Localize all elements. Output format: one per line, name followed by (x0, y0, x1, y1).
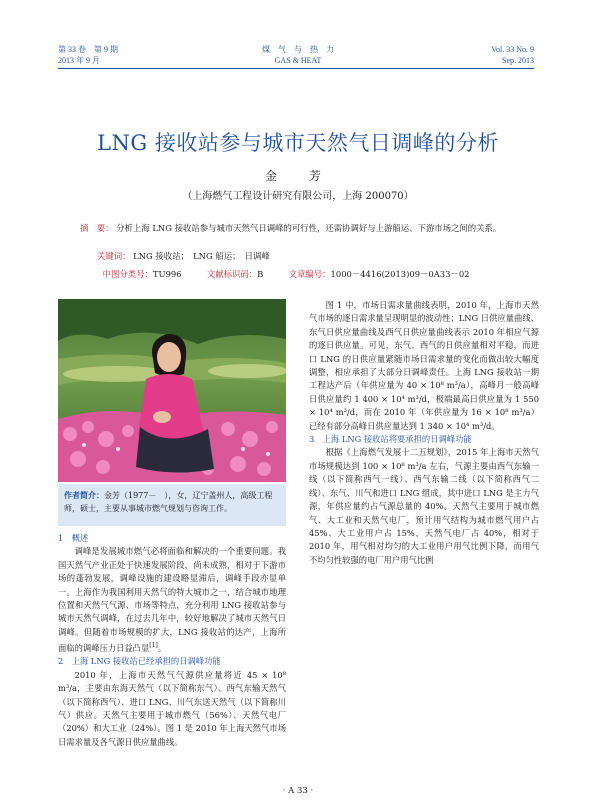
paragraph (58, 545, 286, 655)
classification-line (80, 268, 532, 280)
article-no-value: 1000－4416(2013)09－0A33－02 (330, 269, 470, 279)
abstract-label: 摘 要： (80, 223, 114, 233)
issue-date-en: Sep. 2013 (502, 56, 534, 65)
section-heading: 2 上海 LNG 接收站已经承担的日调峰功能 (58, 656, 221, 667)
bio-text: 金芳（1977－ ），女，辽宁盖州人，高级工程师，硕士，主要从事城市燃气规划与咨询工作。 (64, 491, 273, 513)
journal-name-en: GAS & HEAT (274, 56, 322, 65)
abstract-text: 分析上海 LNG 接收站参与城市天然气日调峰的可行性，还需协调好与上游船运、下游市场之间的关系。 (116, 223, 502, 233)
doc-code-value: B (257, 269, 264, 279)
author-photo (58, 299, 286, 482)
paragraph-text: 调峰是发展城市燃气必将面临和解决的一个重要问题。我国天然气产业正处于快速发展阶段，尚未成熟，相对于下游市场的蓬勃发展，调峰设施的建设略显滞后，调峰手段亦显单一。上海作为我国利用天然气的特大城市之一，结合城市地理位置和天然气气源、市场等特点，充分利用 LNG 接收站参与城市天然气调峰，在过去几年中，较好地解决了城市天然气日调峰。但随着市场规模的扩大，LNG 接收站的达产，上海所面临的调峰压力日益凸显 (58, 546, 286, 654)
section-heading: 3 上海 LNG 接收站将要承担的日调峰功能 (309, 434, 472, 445)
right-column (309, 299, 539, 567)
page-number: · A 33 · (282, 786, 314, 796)
paragraph: 根据《上海燃气发展十二五规划》，2015 年上海市天然气市场规模达到 100 × 10⁸ m³/a 左右，气源主要由西气东输一线（以下简称西气一线）、西气东输二线（以下简称西气二线）、东气、川气和进口 LNG 组成，其中进口 LNG 是主力气源，年供应量约占气源总量的 40%。天然气主要用于城市燃气、大工业和天然气电厂，预计用气结构为城市燃气用户占 45%、大工业用户占 15%，天然气电厂占 40%，相对于 2010 年，用气相对均匀的大工业用户用气比例下降，而用气不均匀性较强的电厂用户用气比例 (309, 447, 539, 565)
paper-title: LNG 接收站参与城市天然气日调峰的分析 (97, 131, 499, 155)
issue-date: 2013 年 9 月 (58, 56, 100, 65)
bio-label: 作者简介： (64, 490, 104, 500)
author: 金 芳 (264, 169, 331, 183)
paragraph-end: 。 (157, 643, 167, 654)
section-heading: 1 概述 (58, 533, 89, 543)
header-rule (58, 68, 534, 69)
affiliation: （上海燃气工程设计研究有限公司，上海 200070） (182, 191, 414, 202)
paragraph: 图 1 中，市场日需求量曲线表明，2010 年，上海市天然气市场的逐日需求量呈现明显的波动性；LNG 日供应量曲线、东气日供应量曲线及西气日供应量曲线表示 2010 年相应气源的逐日供应量。可见，东气、西气的日供应量相对平稳，而进口 LNG 的日供应量紧随市场日需求量的变化而做出较大幅度调整，相应承担了大部分日调峰责任。上海 LNG 接收站一期工程达产后（年供应量为 40 × 10⁸ m³/a），高峰月一般高峰日供应量约 1 400 × 10⁴ m³/d，极端最高日供应量为 1 550 × 10⁴ m³/d，而在 2010 年（年供应量为 16 × 10⁸ m³/a）已经有部分高峰日供应量达到 1 340 × 10⁴ m³/d。 (309, 300, 539, 431)
author-bio (58, 484, 286, 526)
keywords-text: LNG 接收站； LNG 船运； 日调峰 (133, 251, 270, 261)
volume-issue: 第 33 卷 第 9 期 (58, 45, 118, 54)
clc-value: TU996 (152, 269, 182, 279)
reference-mark: [1] (149, 642, 158, 650)
left-column (58, 532, 286, 749)
journal-name-cn: 煤 气 与 热 力 (262, 45, 334, 54)
clc-label: 中图分类号： (102, 269, 153, 279)
article-no-label: 文章编号： (288, 269, 331, 279)
abstract (80, 221, 532, 236)
doc-code-label: 文献标识码： (206, 269, 258, 279)
keywords-label: 关键词： (97, 251, 131, 261)
keywords (97, 250, 270, 262)
volume-issue-en: Vol. 33 No. 9 (491, 45, 534, 54)
journal-volume-en (491, 44, 534, 66)
paragraph: 2010 年，上海市天然气气源供应量将近 45 × 10⁸ m³/a，主要由东海天然气（以下简称东气）、西气东输天然气（以下简称西气）、进口 LNG、川气东送天然气（以下简称川气）供应。天然气主要用于城市燃气（56%）、天然气电厂（20%）和大工业（24%）。图 1 是 2010 年上海天然气市场日需求量及各气源日供应量曲线。 (58, 669, 286, 747)
